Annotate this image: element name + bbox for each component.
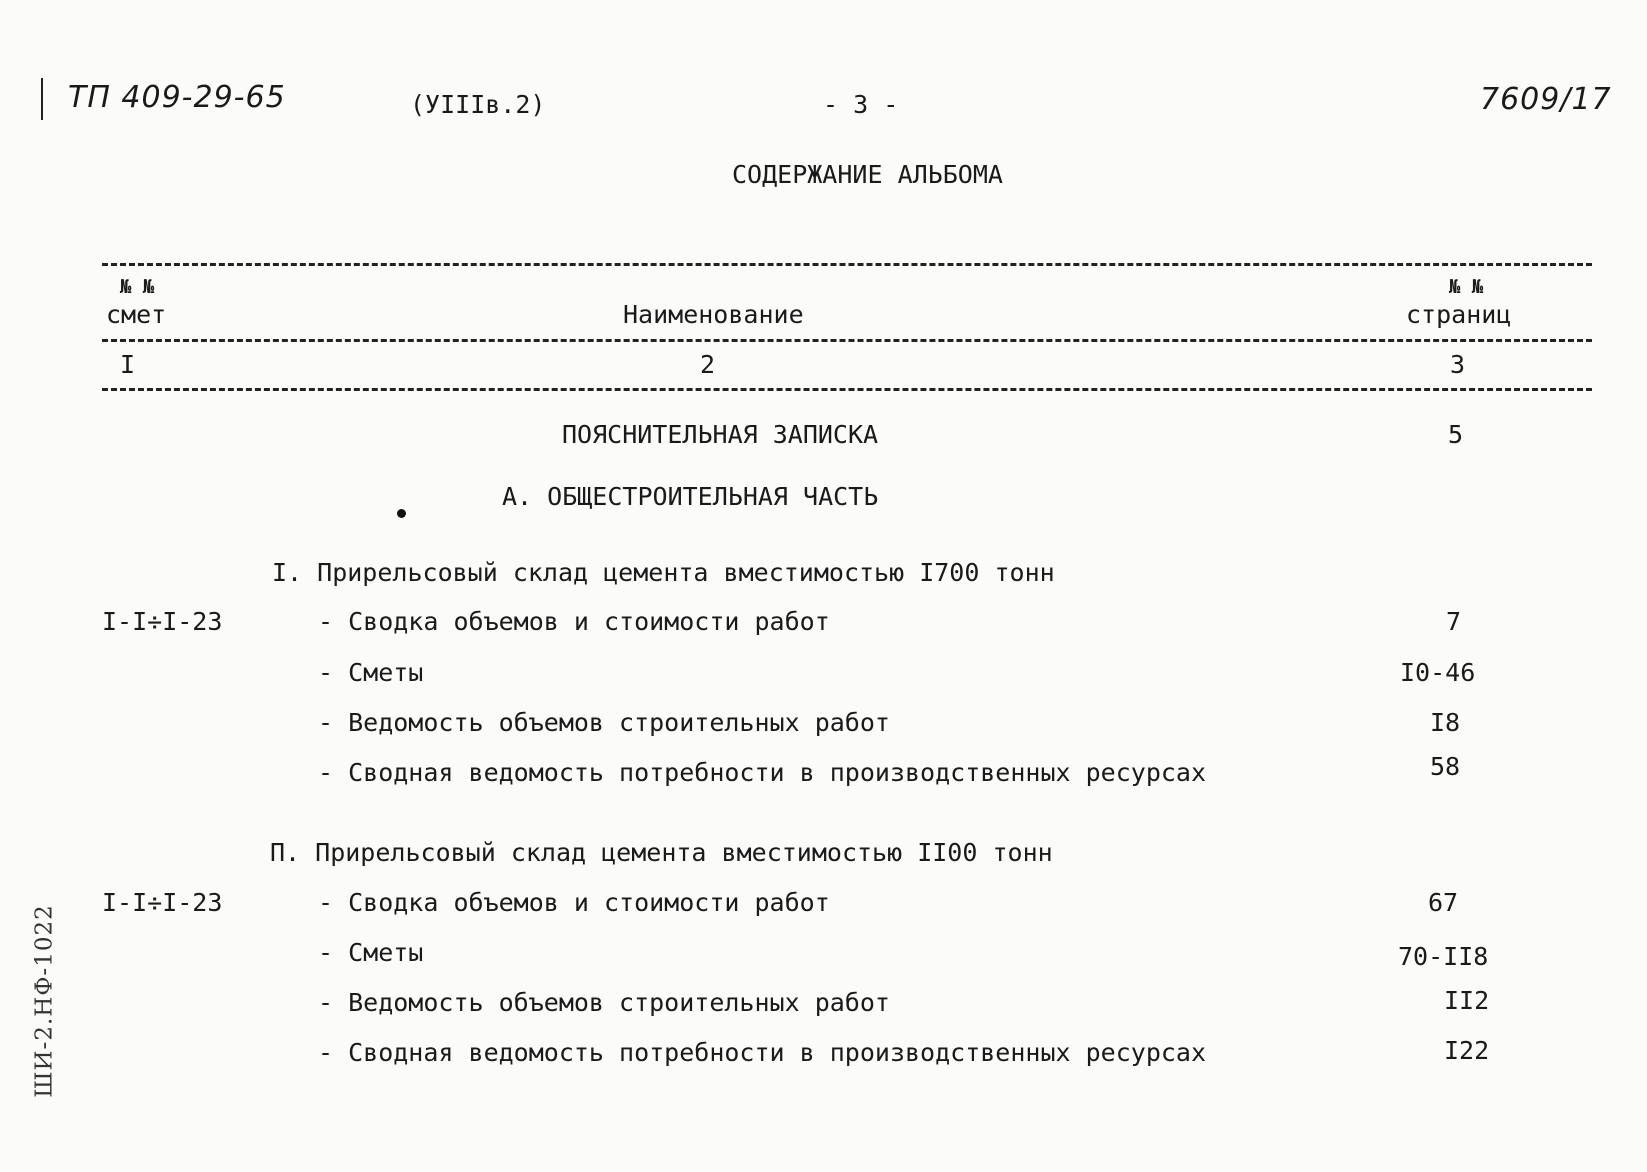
section1-row4-name: - Сводная ведомость потребности в производственных ресурсах: [318, 758, 1207, 787]
col1-number: I: [120, 350, 136, 379]
section1-row2-name: - Сметы: [318, 658, 424, 687]
archive-number: 7609/17: [1480, 82, 1612, 117]
section2-row1-code: I-I÷I-23: [102, 888, 223, 917]
section2-row2-name: - Сметы: [318, 938, 424, 967]
section2-row1-page: 67: [1428, 888, 1459, 917]
section2-row2-page: 70-II8: [1398, 942, 1489, 971]
col2-header: Наименование: [623, 300, 804, 329]
section2-row1-name: - Сводка объемов и стоимости работ: [318, 888, 830, 917]
section2-row3-page: II2: [1444, 986, 1490, 1015]
col2-number: 2: [700, 350, 716, 379]
col3-no-sign: № №: [1449, 276, 1484, 298]
table-rule-mid: [102, 339, 1592, 342]
volume-label: (УIIIв.2): [410, 90, 546, 119]
margin-mark: [41, 78, 43, 120]
section1-row2-page: I0-46: [1400, 658, 1476, 687]
section2-title: П. Прирельсовый склад цемента вместимостью II00 тонн: [270, 838, 1053, 867]
section1-row1-page: 7: [1446, 607, 1462, 636]
table-rule-bottom: [102, 388, 1592, 391]
section1-row1-name: - Сводка объемов и стоимости работ: [318, 607, 830, 636]
ink-dot: [397, 509, 406, 518]
section1-row3-name: - Ведомость объемов строительных работ: [318, 708, 890, 737]
explanatory-note-label: ПОЯСНИТЕЛЬНАЯ ЗАПИСКА: [562, 420, 879, 449]
section1-title: I. Прирельсовый склад цемента вместимостью I700 тонн: [272, 558, 1055, 587]
page-number: - 3 -: [823, 90, 899, 119]
col1-no-sign: № №: [120, 276, 155, 298]
col3-number: 3: [1450, 350, 1466, 379]
explanatory-note-page: 5: [1448, 420, 1464, 449]
col1-header: смет: [106, 300, 167, 329]
side-stamp: ШИ-2.НФ-1022: [31, 904, 58, 1098]
section1-row1-code: I-I÷I-23: [102, 607, 223, 636]
col3-header: страниц: [1406, 300, 1512, 329]
doc-code: ТП 409-29-65: [68, 80, 286, 115]
section2-row4-page: I22: [1444, 1036, 1490, 1065]
section1-row4-page: 58: [1430, 752, 1461, 781]
section2-row4-name: - Сводная ведомость потребности в производственных ресурсах: [318, 1038, 1207, 1067]
section1-row3-page: I8: [1430, 708, 1461, 737]
table-rule-top: [102, 263, 1592, 266]
section2-row3-name: - Ведомость объемов строительных работ: [318, 988, 890, 1017]
page-title: СОДЕРЖАНИЕ АЛЬБОМА: [732, 160, 1003, 189]
part-a-heading: А. ОБЩЕСТРОИТЕЛЬНАЯ ЧАСТЬ: [502, 482, 879, 511]
